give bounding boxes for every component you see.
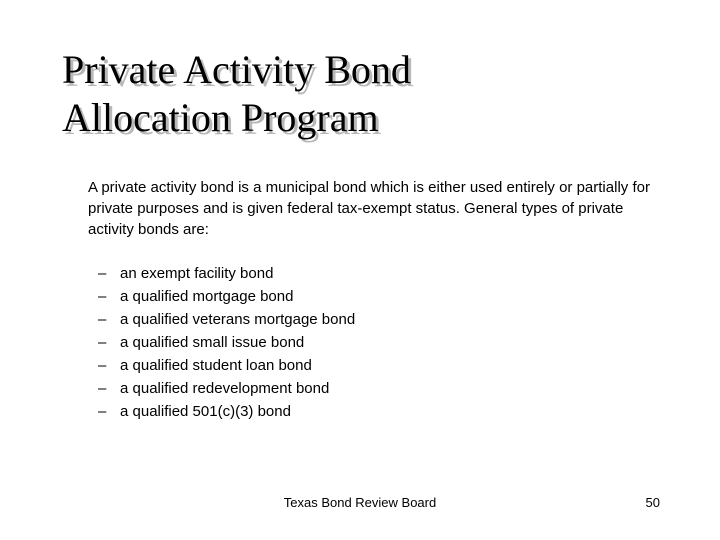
list-item-text: a qualified small issue bond (120, 334, 305, 351)
list-item-text: a qualified redevelopment bond (120, 380, 330, 397)
bullet-dash: – (98, 357, 107, 374)
list-item (98, 400, 518, 423)
footer-organization: Texas Bond Review Board (283, 495, 437, 510)
bullet-dash: – (98, 403, 107, 420)
bullet-dash: – (98, 288, 107, 305)
slide-title-line-1: Private Activity Bond (62, 47, 411, 92)
list-item-text: a qualified veterans mortgage bond (120, 311, 356, 328)
bullet-dash: – (98, 380, 107, 397)
intro-paragraph: A private activity bond is a municipal bond which is either used entirely or partially for private purposes and is given federal tax-exempt status. General types of private activity bonds are: (88, 179, 650, 238)
list-item-text: a qualified 501(c)(3) bond (120, 403, 291, 420)
bond-types-list (98, 262, 518, 423)
list-item-text: a qualified student loan bond (120, 357, 312, 374)
list-item (98, 285, 518, 308)
list-item (98, 331, 518, 354)
list-item (98, 354, 518, 377)
list-item (98, 262, 518, 285)
list-item (98, 308, 518, 331)
bullet-dash: – (98, 334, 107, 351)
page-number: 50 (645, 495, 660, 510)
list-item-text: a qualified mortgage bond (120, 288, 294, 305)
list-item (98, 377, 518, 400)
bullet-dash: – (98, 311, 107, 328)
list-item-text: an exempt facility bond (120, 265, 274, 282)
slide-title (62, 46, 682, 142)
bullet-dash: – (98, 265, 107, 282)
slide-title-line-2: Allocation Program (62, 95, 379, 140)
